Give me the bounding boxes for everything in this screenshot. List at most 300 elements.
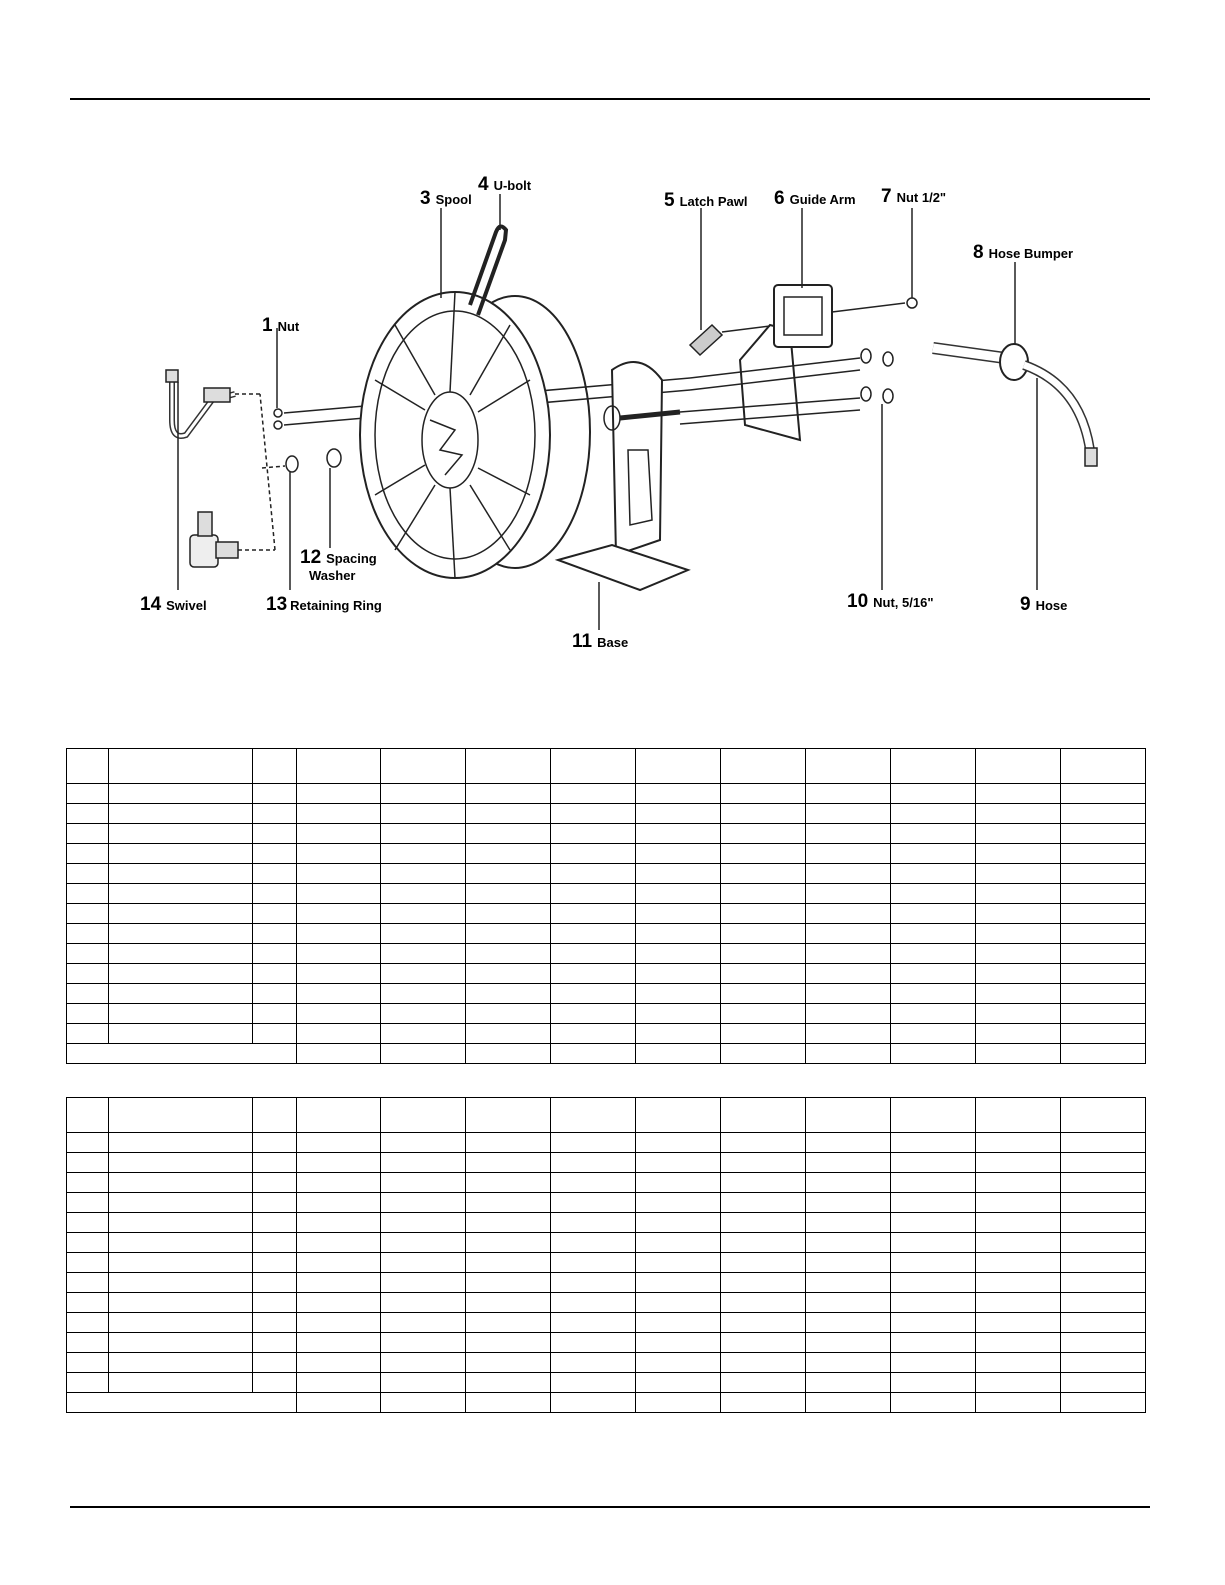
table-cell xyxy=(381,1153,466,1173)
table-cell xyxy=(806,884,891,904)
table-cell xyxy=(806,1393,891,1413)
table-header-cell xyxy=(381,1098,466,1133)
table-cell xyxy=(551,1293,636,1313)
table-header-row xyxy=(67,1098,1146,1133)
table-cell xyxy=(109,964,253,984)
table-cell xyxy=(109,1273,253,1293)
table-header-cell xyxy=(466,1098,551,1133)
table-cell xyxy=(891,1293,976,1313)
table-cell xyxy=(636,1024,721,1044)
table-cell xyxy=(976,1024,1061,1044)
table-cell xyxy=(806,1133,891,1153)
table-cell xyxy=(466,1333,551,1353)
table-cell xyxy=(67,804,109,824)
table-cell xyxy=(296,1004,381,1024)
table-cell xyxy=(636,1313,721,1333)
table-cell xyxy=(296,884,381,904)
table-cell xyxy=(381,804,466,824)
table-cell xyxy=(253,884,296,904)
table-cell xyxy=(1060,1133,1145,1153)
table-cell xyxy=(636,944,721,964)
table-header-cell xyxy=(109,1098,253,1133)
table-cell xyxy=(551,1173,636,1193)
table-cell xyxy=(466,864,551,884)
table-header-cell xyxy=(721,749,806,784)
table-cell xyxy=(891,1044,976,1064)
table-cell xyxy=(466,944,551,964)
table-cell xyxy=(466,1233,551,1253)
table-cell xyxy=(806,784,891,804)
table-row xyxy=(67,1024,1146,1044)
table-cell xyxy=(296,1373,381,1393)
table-cell xyxy=(551,964,636,984)
table-cell xyxy=(253,1373,296,1393)
table-cell xyxy=(466,964,551,984)
table-cell xyxy=(636,1353,721,1373)
table-cell xyxy=(296,804,381,824)
table-cell xyxy=(253,784,296,804)
table-cell xyxy=(551,944,636,964)
table-cell xyxy=(296,984,381,1004)
table-cell xyxy=(551,1193,636,1213)
table-cell xyxy=(381,1133,466,1153)
table-cell xyxy=(381,1024,466,1044)
table-cell xyxy=(1060,984,1145,1004)
table-cell xyxy=(381,844,466,864)
table-cell xyxy=(551,1333,636,1353)
table-cell xyxy=(381,864,466,884)
table-cell xyxy=(253,1004,296,1024)
table-header-cell xyxy=(466,749,551,784)
spacing-washer-part xyxy=(327,449,341,467)
table-cell xyxy=(296,864,381,884)
table-row xyxy=(67,1213,1146,1233)
table-cell xyxy=(806,1293,891,1313)
table-cell xyxy=(67,844,109,864)
table-header-cell xyxy=(721,1098,806,1133)
table-cell xyxy=(1060,1173,1145,1193)
table-cell xyxy=(381,904,466,924)
table-cell xyxy=(109,804,253,824)
table-cell xyxy=(109,904,253,924)
table-header-cell xyxy=(891,1098,976,1133)
table-cell xyxy=(67,1213,109,1233)
callout-5: 5 Latch Pawl xyxy=(664,190,748,211)
table-cell xyxy=(976,884,1061,904)
table-row xyxy=(67,1333,1146,1353)
table-total-row xyxy=(67,1393,1146,1413)
table-row xyxy=(67,1253,1146,1273)
table-total-row xyxy=(67,1044,1146,1064)
table-cell xyxy=(891,1153,976,1173)
table-cell xyxy=(1060,924,1145,944)
table-cell xyxy=(381,1253,466,1273)
table-cell xyxy=(551,1233,636,1253)
table-row xyxy=(67,824,1146,844)
table-cell xyxy=(636,1133,721,1153)
table-cell xyxy=(296,844,381,864)
table-header-cell xyxy=(67,749,109,784)
table-cell xyxy=(109,1253,253,1273)
table-cell xyxy=(466,824,551,844)
table-cell xyxy=(806,864,891,884)
table-cell xyxy=(109,1004,253,1024)
table-cell xyxy=(636,1333,721,1353)
table-cell xyxy=(636,1393,721,1413)
table-row xyxy=(67,844,1146,864)
table-cell xyxy=(67,1273,109,1293)
table-cell xyxy=(891,824,976,844)
table-cell xyxy=(721,1004,806,1024)
table-cell xyxy=(976,944,1061,964)
table-cell xyxy=(1060,804,1145,824)
table-cell xyxy=(636,784,721,804)
table-row xyxy=(67,944,1146,964)
table-cell xyxy=(551,1153,636,1173)
table-row xyxy=(67,1133,1146,1153)
table-row xyxy=(67,924,1146,944)
table-cell xyxy=(891,1133,976,1153)
table-cell xyxy=(806,1024,891,1044)
table-cell xyxy=(109,1173,253,1193)
table-cell xyxy=(253,1313,296,1333)
table-cell xyxy=(636,1153,721,1173)
table-cell xyxy=(721,824,806,844)
table-header-cell xyxy=(381,749,466,784)
table-cell xyxy=(381,884,466,904)
callout-14: 14 Swivel xyxy=(140,594,207,615)
table-cell xyxy=(551,1004,636,1024)
table-cell xyxy=(551,1393,636,1413)
table-cell xyxy=(109,1213,253,1233)
table-cell xyxy=(806,1173,891,1193)
table-cell xyxy=(109,1333,253,1353)
table-cell xyxy=(551,1044,636,1064)
base-part xyxy=(558,362,688,590)
table-cell xyxy=(381,1173,466,1193)
callout-12: 12 Spacing xyxy=(300,547,377,568)
table-cell xyxy=(806,1353,891,1373)
table-cell xyxy=(636,904,721,924)
header-rule xyxy=(70,98,1150,100)
table-cell xyxy=(891,1004,976,1024)
table-row xyxy=(67,1153,1146,1173)
table-cell xyxy=(721,984,806,1004)
table-cell xyxy=(1060,1393,1145,1413)
table-cell xyxy=(466,1293,551,1313)
table-cell xyxy=(296,1193,381,1213)
table-cell xyxy=(67,784,109,804)
table-cell xyxy=(466,1353,551,1373)
table-header-cell xyxy=(253,749,296,784)
table-cell xyxy=(466,784,551,804)
table-cell xyxy=(636,1233,721,1253)
table-cell xyxy=(381,784,466,804)
table-cell xyxy=(636,1253,721,1273)
table-cell xyxy=(1060,1353,1145,1373)
table-cell xyxy=(466,984,551,1004)
table-cell xyxy=(109,884,253,904)
footer-rule xyxy=(70,1506,1150,1508)
nut-5-16-part xyxy=(861,349,893,403)
table-cell xyxy=(1060,1333,1145,1353)
table-cell xyxy=(466,844,551,864)
table-cell xyxy=(253,1024,296,1044)
table-cell xyxy=(551,924,636,944)
table-cell xyxy=(891,1193,976,1213)
table-cell xyxy=(721,1044,806,1064)
table-cell xyxy=(806,1004,891,1024)
table-cell xyxy=(976,824,1061,844)
table-cell xyxy=(296,1133,381,1153)
table-row xyxy=(67,1193,1146,1213)
parts-table-2 xyxy=(66,1097,1146,1413)
table-header-cell xyxy=(636,749,721,784)
table-cell xyxy=(296,1353,381,1373)
table-cell xyxy=(976,1293,1061,1313)
table-cell xyxy=(109,784,253,804)
callout-11: 11 Base xyxy=(572,631,629,652)
table-cell xyxy=(296,1293,381,1313)
table-cell xyxy=(381,1193,466,1213)
table-row xyxy=(67,1273,1146,1293)
table-cell xyxy=(381,944,466,964)
table-header-cell xyxy=(1060,1098,1145,1133)
table-cell xyxy=(296,944,381,964)
spool-part xyxy=(360,292,590,578)
table-cell xyxy=(636,804,721,824)
table-cell xyxy=(721,1253,806,1273)
table-cell xyxy=(466,1004,551,1024)
table-cell xyxy=(551,864,636,884)
table-cell xyxy=(976,1333,1061,1353)
table-cell xyxy=(253,904,296,924)
table-header-cell xyxy=(253,1098,296,1133)
table-cell xyxy=(253,944,296,964)
table-cell xyxy=(721,964,806,984)
table-cell xyxy=(806,1253,891,1273)
table-cell xyxy=(551,1373,636,1393)
table-cell xyxy=(253,844,296,864)
nut-half-inch-part xyxy=(907,298,917,308)
table-cell xyxy=(253,864,296,884)
table-cell xyxy=(67,1313,109,1333)
callout-10: 10 Nut, 5/16" xyxy=(847,591,934,612)
table-cell xyxy=(721,1213,806,1233)
table-cell xyxy=(1060,1153,1145,1173)
table-cell xyxy=(721,904,806,924)
table-cell xyxy=(253,804,296,824)
table-cell xyxy=(466,1373,551,1393)
table-cell xyxy=(636,844,721,864)
table-cell xyxy=(721,864,806,884)
table-cell xyxy=(551,1253,636,1273)
table-cell xyxy=(976,924,1061,944)
table-cell xyxy=(891,1353,976,1373)
table-cell xyxy=(721,1313,806,1333)
table-cell xyxy=(551,1213,636,1233)
table-cell xyxy=(636,864,721,884)
table-row xyxy=(67,904,1146,924)
table-header-cell xyxy=(636,1098,721,1133)
table-cell xyxy=(891,844,976,864)
table-cell xyxy=(806,964,891,984)
table-cell xyxy=(1060,824,1145,844)
table-header-cell xyxy=(976,1098,1061,1133)
table-cell xyxy=(1060,1044,1145,1064)
callout-12-line2: Washer xyxy=(309,568,356,583)
table-row xyxy=(67,984,1146,1004)
table-cell xyxy=(976,844,1061,864)
table-cell xyxy=(1060,1004,1145,1024)
table-row xyxy=(67,1173,1146,1193)
table-cell xyxy=(551,1313,636,1333)
table-header-cell xyxy=(67,1098,109,1133)
table-cell xyxy=(296,1233,381,1253)
table-cell xyxy=(806,984,891,1004)
table-cell xyxy=(296,1153,381,1173)
table-row xyxy=(67,1004,1146,1024)
table-cell xyxy=(891,864,976,884)
table-cell xyxy=(636,924,721,944)
table-cell xyxy=(636,1004,721,1024)
table-cell xyxy=(806,844,891,864)
table-cell xyxy=(721,1173,806,1193)
table-cell xyxy=(466,1173,551,1193)
table-cell xyxy=(551,844,636,864)
table-cell xyxy=(891,1373,976,1393)
table-cell xyxy=(109,1293,253,1313)
table-cell xyxy=(636,984,721,1004)
table-cell xyxy=(253,984,296,1004)
table-cell xyxy=(636,1373,721,1393)
table-cell xyxy=(721,804,806,824)
table-cell xyxy=(806,904,891,924)
table-cell xyxy=(67,1193,109,1213)
table-cell xyxy=(551,824,636,844)
table-cell xyxy=(67,904,109,924)
table-cell xyxy=(253,1173,296,1193)
table-cell xyxy=(109,924,253,944)
table-row xyxy=(67,964,1146,984)
table-cell xyxy=(296,1333,381,1353)
table-cell xyxy=(253,964,296,984)
table-cell xyxy=(296,824,381,844)
table-cell xyxy=(466,1133,551,1153)
table-cell xyxy=(1060,884,1145,904)
table-cell xyxy=(466,1153,551,1173)
table-cell xyxy=(109,1313,253,1333)
table-cell xyxy=(67,1373,109,1393)
table-cell xyxy=(1060,1313,1145,1333)
table-header-cell xyxy=(806,1098,891,1133)
callout-9: 9 Hose xyxy=(1020,594,1068,615)
table-cell xyxy=(891,1313,976,1333)
table-cell xyxy=(296,1393,381,1413)
table-cell xyxy=(636,1193,721,1213)
table-row xyxy=(67,1313,1146,1333)
table-cell xyxy=(891,784,976,804)
table-cell xyxy=(806,1273,891,1293)
table-cell xyxy=(636,824,721,844)
table-cell xyxy=(67,1153,109,1173)
table-cell xyxy=(1060,1193,1145,1213)
table-cell xyxy=(67,1293,109,1313)
table-cell xyxy=(67,1353,109,1373)
table-cell xyxy=(67,924,109,944)
table-cell xyxy=(721,1273,806,1293)
table-cell xyxy=(551,884,636,904)
callout-6: 6 Guide Arm xyxy=(774,188,856,209)
table-cell xyxy=(1060,1233,1145,1253)
table-cell xyxy=(381,1333,466,1353)
table-cell xyxy=(466,1024,551,1044)
table-cell xyxy=(253,1253,296,1273)
table-row xyxy=(67,864,1146,884)
hose-bumper-part xyxy=(933,344,1028,380)
table-cell xyxy=(806,824,891,844)
table-cell xyxy=(806,1153,891,1173)
table-cell xyxy=(721,1153,806,1173)
table-cell xyxy=(67,944,109,964)
table-cell xyxy=(976,1313,1061,1333)
table-cell xyxy=(67,1133,109,1153)
table-cell xyxy=(1060,1213,1145,1233)
table-cell xyxy=(67,1333,109,1353)
table-cell xyxy=(891,904,976,924)
table-cell xyxy=(891,1253,976,1273)
table-cell xyxy=(976,1193,1061,1213)
table-row xyxy=(67,804,1146,824)
table-cell xyxy=(1060,864,1145,884)
table-cell xyxy=(721,1393,806,1413)
guide-arm-part xyxy=(680,285,860,440)
table-cell xyxy=(1060,784,1145,804)
table-cell xyxy=(381,924,466,944)
table-header-cell xyxy=(976,749,1061,784)
table-cell xyxy=(721,1373,806,1393)
table-cell xyxy=(1060,844,1145,864)
table-cell xyxy=(721,944,806,964)
table-cell xyxy=(466,1313,551,1333)
table-header-cell xyxy=(551,749,636,784)
table-cell xyxy=(721,844,806,864)
table-cell xyxy=(109,984,253,1004)
table-cell xyxy=(891,1173,976,1193)
table-cell xyxy=(67,1253,109,1273)
table-cell xyxy=(67,1024,109,1044)
table-cell xyxy=(1060,964,1145,984)
table-cell xyxy=(67,1004,109,1024)
table-cell xyxy=(109,1193,253,1213)
table-cell xyxy=(636,1213,721,1233)
table-header-row xyxy=(67,749,1146,784)
table-cell xyxy=(891,1273,976,1293)
table-cell xyxy=(806,1213,891,1233)
table-cell xyxy=(806,1373,891,1393)
table-cell xyxy=(1060,944,1145,964)
table-cell xyxy=(891,984,976,1004)
parts-table-1 xyxy=(66,748,1146,1064)
table-cell xyxy=(466,884,551,904)
callout-3: 3 Spool xyxy=(420,188,472,209)
table-cell xyxy=(721,1193,806,1213)
table-cell xyxy=(551,1133,636,1153)
table-cell xyxy=(67,984,109,1004)
table-cell xyxy=(976,984,1061,1004)
table-header-cell xyxy=(296,1098,381,1133)
table-cell xyxy=(296,1213,381,1233)
